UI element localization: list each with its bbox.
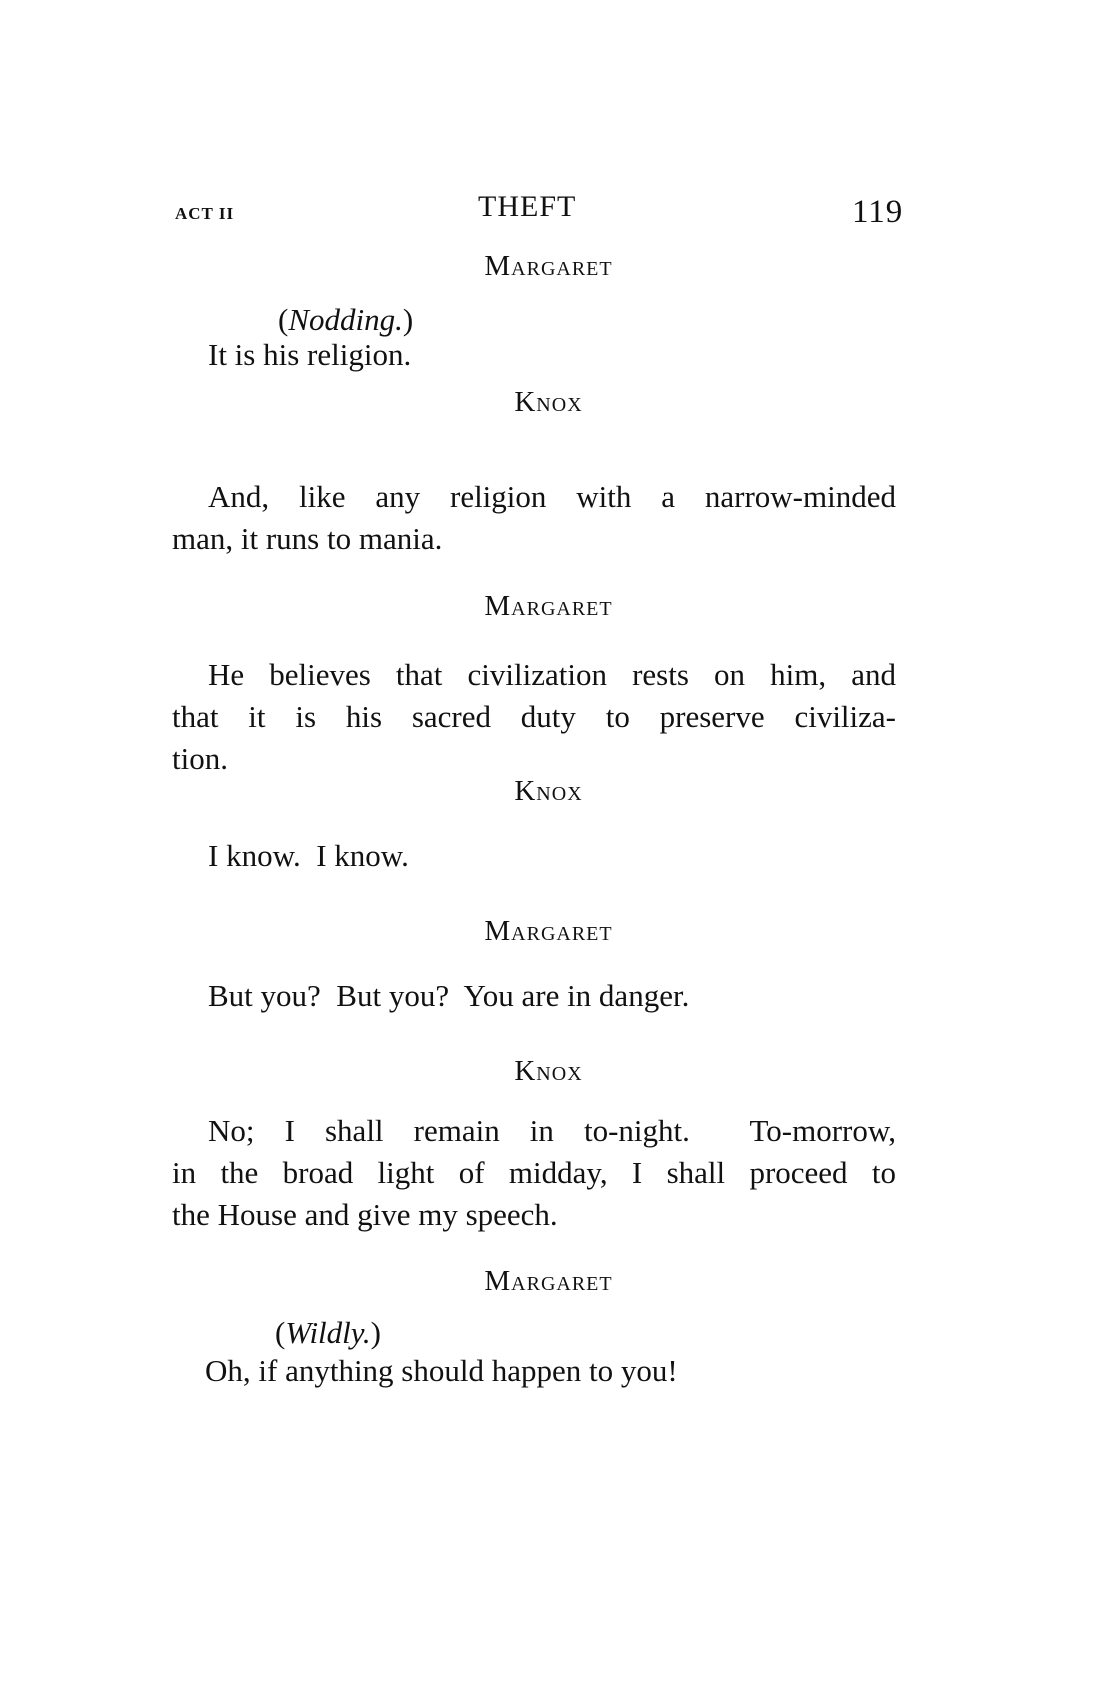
speaker-name: Margaret — [484, 250, 613, 282]
speaker-name: Margaret — [484, 915, 613, 947]
dialogue-line: But you? But you? You are in danger. — [208, 978, 690, 1013]
dialogue-paragraph — [172, 476, 896, 560]
stage-direction: (Nodding.) — [278, 302, 414, 337]
running-header — [0, 190, 1097, 240]
dialogue-paragraph — [172, 1110, 896, 1236]
dialogue-line: I know. I know. — [208, 838, 409, 873]
stage-direction-text: Wildly. — [285, 1315, 371, 1350]
dialogue-line: It is his religion. — [208, 337, 412, 372]
stage-direction-text: Nodding. — [288, 302, 403, 337]
speaker-name: Knox — [514, 775, 583, 807]
act-label: ACT II — [175, 204, 235, 223]
dialogue-line: the House and give my speech. — [172, 1197, 558, 1232]
page-number: 119 — [852, 194, 904, 230]
dialogue-line: And, like any religion with a narrow-minded — [208, 479, 896, 514]
dialogue-line: Oh, if anything should happen to you! — [205, 1353, 678, 1388]
speaker-name: Knox — [514, 1055, 583, 1087]
dialogue-line: He believes that civilization rests on him, and — [208, 657, 896, 692]
speaker-name: Margaret — [484, 590, 613, 622]
speaker-name: Margaret — [484, 1265, 613, 1297]
stage-direction: (Wildly.) — [275, 1315, 381, 1350]
dialogue-line: tion. — [172, 741, 228, 776]
dialogue-line: No; I shall remain in to-night. To-morrow, — [208, 1113, 896, 1148]
speaker-name: Knox — [514, 386, 583, 418]
running-title: THEFT — [478, 190, 577, 223]
dialogue-line: in the broad light of midday, I shall proceed to — [172, 1155, 896, 1190]
dialogue-paragraph — [172, 654, 896, 780]
dialogue-line: man, it runs to mania. — [172, 521, 443, 556]
dialogue-line: that it is his sacred duty to preserve civiliza- — [172, 699, 896, 734]
